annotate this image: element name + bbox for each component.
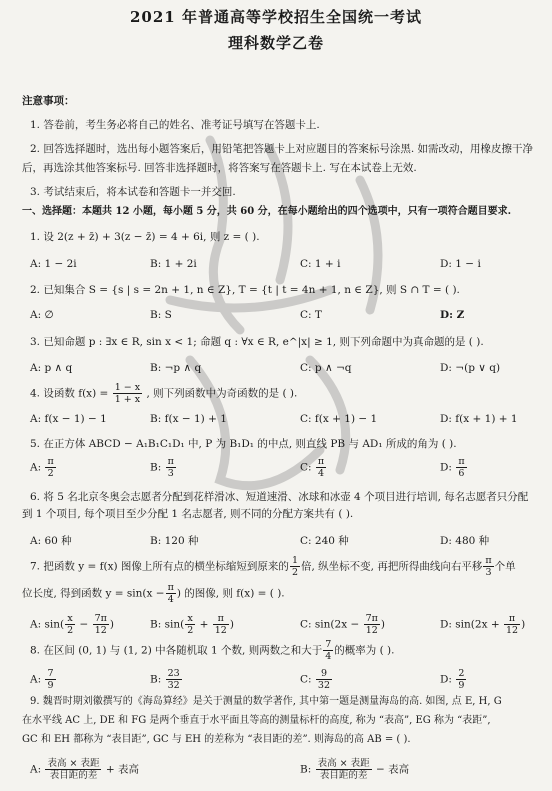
fraction — [290, 555, 300, 578]
note-item: 后，再选涂其他答案标号. 回答非选择题时，将答案写在答题卡上. 写在本试卷上无效. — [22, 162, 417, 174]
option-a: A: f(x − 1) − 1 — [30, 413, 107, 425]
option-c: C: 240 种 — [300, 535, 349, 547]
paren: ) — [109, 618, 115, 631]
option-d — [440, 668, 467, 691]
option-a — [30, 456, 57, 479]
frac-num: π — [485, 555, 492, 566]
frac-num: 7 — [325, 639, 332, 650]
fraction — [166, 456, 176, 479]
stem-text: 8. 在区间 (0, 1) 与 (1, 2) 中各随机取 1 个数, 则两数之和大于 — [30, 644, 323, 657]
frac-den: 12 — [365, 625, 378, 636]
option-label: C: — [300, 673, 312, 686]
option-b — [150, 456, 177, 479]
fraction — [166, 668, 182, 691]
fraction — [323, 639, 333, 662]
note-item: 3. 考试结束后，将本试卷和答题卡一并交回. — [30, 186, 236, 198]
option-tail: + 表高 — [105, 763, 139, 776]
frac-num: x — [65, 613, 75, 625]
frac-den: 12 — [505, 625, 519, 636]
frac-num: π — [458, 456, 465, 467]
option-label: B: sin( — [150, 618, 185, 631]
frac-den: 9 — [458, 680, 465, 691]
option-b: B: 1 + 2i — [150, 258, 197, 270]
option-a: A: ∅ — [30, 309, 54, 321]
fraction — [65, 613, 75, 636]
stem-text: 倍, 纵坐标不变, 再把所得曲线向右平移 — [300, 560, 483, 573]
frac-den: 2 — [291, 567, 298, 578]
option-a — [30, 758, 139, 781]
fraction — [316, 668, 332, 691]
frac-num: 9 — [316, 668, 332, 680]
frac-den: 32 — [317, 680, 331, 691]
option-b: B: 120 种 — [150, 535, 199, 547]
question-stem: 在水平线 AC 上, DE 和 FG 是两个垂直于水平面且等高的测量标杆的高度, 称为 “表高”, EG 称为 “表距”, — [22, 715, 491, 726]
fraction — [45, 758, 101, 781]
frac-num: π — [167, 582, 174, 593]
operator: + — [196, 618, 212, 631]
option-c: C: p ∧ ¬q — [300, 362, 352, 374]
exam-title: 2021 年普通高等学校招生全国统一考试 — [130, 8, 422, 26]
option-label: A: — [30, 461, 42, 474]
question-stem: 2. 已知集合 S = {s | s = 2n + 1, n ∈ Z}, T = {t | t = 4n + 1, n ∈ Z}, 则 S ∩ T = ( ). — [30, 284, 460, 296]
option-d: D: 480 种 — [440, 535, 490, 547]
option-b: B: ¬p ∧ q — [150, 362, 202, 374]
question-stem: 6. 将 5 名北京冬奥会志愿者分配到花样滑冰、短道速滑、冰球和冰壶 4 个项目进行培训, 每名志愿者只分配 — [30, 491, 529, 503]
question-stem: 3. 已知命题 p : ∃x ∈ R, sin x < 1; 命题 q : ∀x ∈ R, e^|x| ≥ 1, 则下列命题中为真命题的是 ( ). — [30, 336, 484, 348]
option-b: B: S — [150, 309, 172, 321]
option-label: A: — [30, 763, 42, 776]
question-stem — [30, 555, 516, 578]
option-d: D: 1 − i — [440, 258, 481, 270]
frac-num: π — [317, 456, 325, 467]
option-d — [440, 456, 468, 479]
paren: ) — [229, 618, 234, 631]
fraction — [213, 613, 229, 636]
note-item: 2. 回答选择题时，选出每小题答案后，用铅笔把答题卡上对应题目的答案标号涂黑. 如需改动，用橡皮擦干净 — [30, 143, 534, 155]
stem-text: 7. 把函数 y = f(x) 图像上所有点的横坐标缩短到原来的 — [30, 560, 289, 573]
fraction — [316, 456, 326, 479]
option-d: D: ¬(p ∨ q) — [440, 362, 501, 374]
fraction — [113, 382, 142, 405]
option-c — [300, 613, 385, 636]
fraction — [166, 582, 176, 605]
stem-text: 位长度, 得到函数 y = sin(x − — [22, 587, 165, 600]
option-label: B: — [300, 763, 312, 776]
stem-text: 个单 — [494, 560, 516, 573]
frac-num: 表高 × 表距 — [47, 758, 100, 769]
option-a: A: 1 − 2i — [30, 258, 77, 270]
fraction — [456, 668, 466, 691]
frac-den: 6 — [458, 468, 465, 479]
question-stem: 5. 在正方体 ABCD − A₁B₁C₁D₁ 中, P 为 B₁D₁ 的中点, 则直线 PB 与 AD₁ 所成的角为 ( ). — [30, 438, 457, 450]
fraction — [45, 456, 55, 479]
frac-num: π — [47, 456, 54, 467]
question-stem: 9. 魏晋时期刘徽撰写的《海岛算经》是关于测量的数学著作, 其中第一题是测量海岛的高. 如图, 点 E, H, G — [30, 696, 502, 707]
frac-num: 1 − x — [114, 382, 141, 393]
question-stem — [22, 582, 285, 605]
frac-num: π — [213, 613, 229, 625]
frac-num: 23 — [167, 668, 180, 679]
notes-heading: 注意事项： — [22, 95, 75, 107]
option-c — [300, 456, 327, 479]
frac-num: 1 — [291, 555, 298, 566]
option-b — [150, 668, 183, 691]
option-a: A: p ∧ q — [30, 362, 73, 374]
frac-den: 2 — [67, 625, 74, 636]
stem-text: , 则下列函数中为奇函数的是 ( ). — [146, 387, 298, 400]
option-label: A: — [30, 673, 42, 686]
paren: ) — [380, 618, 385, 631]
frac-den: 12 — [214, 625, 227, 636]
frac-num: 表高 × 表距 — [317, 758, 370, 769]
option-a — [30, 613, 114, 636]
fraction — [185, 613, 195, 636]
option-c: C: 1 + i — [300, 258, 341, 270]
option-c: C: T — [300, 309, 322, 321]
frac-den: 4 — [325, 651, 332, 662]
stem-text: 4. 设函数 f(x) = — [30, 387, 109, 400]
option-a — [30, 668, 57, 691]
frac-den: 12 — [94, 625, 107, 636]
option-label: A: sin( — [30, 618, 65, 631]
question-stem: GC 和 EH 都称为 “表目距”, GC 与 EH 的差称为 “表目距的差”. 则海岛的高 AB = ( ). — [22, 734, 411, 745]
frac-num: 7π — [365, 613, 378, 624]
frac-den: 2 — [47, 468, 54, 479]
fraction — [45, 668, 55, 691]
note-item: 1. 答卷前，考生务必将自己的姓名、准考证号填写在答题卡上. — [30, 119, 320, 131]
option-label: C: sin(2x − — [300, 618, 363, 631]
frac-num: 7π — [94, 613, 107, 624]
frac-den: 表目距的差 — [49, 770, 98, 781]
option-a: A: 60 种 — [30, 535, 72, 547]
option-label: B: — [150, 461, 162, 474]
frac-num: x — [185, 613, 195, 625]
fraction — [364, 613, 380, 636]
option-label: B: — [150, 673, 162, 686]
option-d: D: f(x + 1) + 1 — [440, 413, 518, 425]
frac-num: 7 — [47, 668, 54, 679]
stem-text: 的概率为 ( ). — [334, 644, 395, 657]
fraction — [456, 456, 466, 479]
frac-den: 9 — [47, 680, 54, 691]
fraction — [504, 613, 520, 636]
frac-den: 32 — [167, 680, 180, 691]
frac-den: 3 — [485, 567, 492, 578]
option-d — [440, 613, 525, 636]
option-b — [150, 613, 234, 636]
paren: ) — [521, 618, 526, 631]
fraction — [93, 613, 109, 636]
frac-den: 2 — [187, 625, 194, 636]
stem-text: ) 的图像, 则 f(x) = ( ). — [176, 587, 285, 600]
option-label: D: — [440, 461, 452, 474]
frac-num: 2 — [458, 668, 465, 679]
option-label: C: — [300, 461, 312, 474]
frac-den: 4 — [167, 594, 174, 605]
frac-num: π — [504, 613, 520, 625]
fraction — [316, 758, 372, 781]
frac-den: 4 — [318, 468, 325, 479]
option-b — [300, 758, 409, 781]
fraction — [483, 555, 493, 578]
question-stem — [30, 639, 394, 662]
frac-num: π — [167, 456, 174, 467]
section-heading: 一、选择题：本题共 12 小题，每小题 5 分，共 60 分，在每小题给出的四个选项中，只有一项符合题目要求. — [22, 206, 512, 217]
option-label: D: — [440, 673, 452, 686]
exam-subtitle: 理科数学乙卷 — [227, 34, 324, 52]
frac-den: 表目距的差 — [319, 770, 368, 781]
option-d: D: Z — [440, 309, 465, 321]
frac-den: 1 + x — [114, 394, 141, 405]
option-c: C: f(x + 1) − 1 — [300, 413, 378, 425]
option-tail: − 表高 — [375, 763, 410, 776]
operator: − — [76, 618, 92, 631]
option-b: B: f(x − 1) + 1 — [150, 413, 227, 425]
question-stem: 1. 设 2(z + z̄) + 3(z − z̄) = 4 + 6i, 则 z = ( ). — [30, 231, 260, 243]
question-stem — [30, 382, 297, 405]
frac-den: 3 — [167, 468, 174, 479]
option-c — [300, 668, 333, 691]
option-label: D: sin(2x + — [440, 618, 503, 631]
question-stem: 到 1 个项目, 每个项目至少分配 1 名志愿者, 则不同的分配方案共有 ( ). — [22, 508, 354, 520]
